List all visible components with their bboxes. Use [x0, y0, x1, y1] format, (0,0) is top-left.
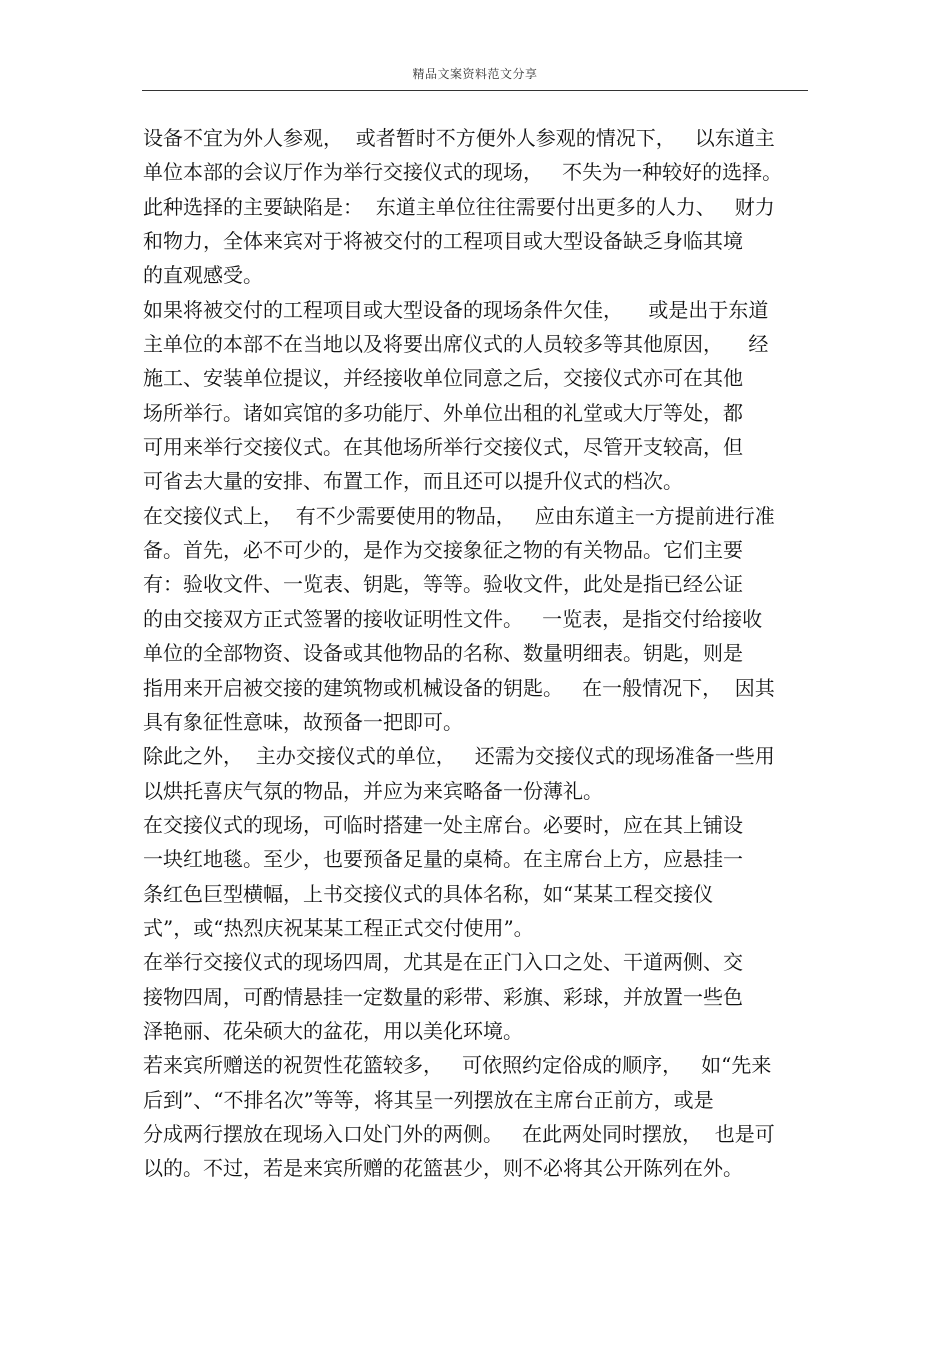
text-line: 单位本部的会议厅作为举行交接仪式的现场， 不失为一种较好的选择。: [143, 160, 783, 185]
text-line: 以烘托喜庆气氛的物品，并应为来宾略备一份薄礼。: [143, 778, 603, 803]
text-line: 主单位的本部不在当地以及将要出席仪式的人员较多等其他原因， 经: [143, 332, 769, 357]
text-line: 在交接仪式的现场，可临时搭建一处主席台。必要时，应在其上铺设: [143, 812, 743, 837]
text-line: 在举行交接仪式的现场四周，尤其是在正门入口之处、干道两侧、交: [143, 950, 743, 975]
text-line: 条红色巨型横幅，上书交接仪式的具体名称，如“某某工程交接仪: [143, 881, 714, 906]
text-line: 一块红地毯。至少，也要预备足量的桌椅。在主席台上方，应悬挂一: [143, 847, 743, 872]
text-line: 场所举行。诸如宾馆的多功能厅、外单位出租的礼堂或大厅等处，都: [143, 400, 743, 425]
text-line: 除此之外， 主办交接仪式的单位， 还需为交接仪式的现场准备一些用: [143, 744, 775, 769]
text-line: 如果将被交付的工程项目或大型设备的现场条件欠佳， 或是出于东道: [143, 297, 769, 322]
text-line: 施工、安装单位提议，并经接收单位同意之后，交接仪式亦可在其他: [143, 366, 743, 391]
text-line: 可用来举行交接仪式。在其他场所举行交接仪式，尽管开支较高，但: [143, 435, 743, 460]
text-line: 分成两行摆放在现场入口处门外的两侧。 在此两处同时摆放， 也是可: [143, 1121, 775, 1146]
document-body: [143, 121, 811, 1186]
text-line: 式”，或“热烈庆祝某某工程正式交付使用”。: [143, 915, 534, 940]
text-line: 备。首先，必不可少的，是作为交接象征之物的有关物品。它们主要: [143, 538, 743, 563]
text-line: 有：验收文件、一览表、钥匙，等等。验收文件，此处是指已经公证: [143, 572, 743, 597]
text-line: 的由交接双方正式签署的接收证明性文件。 一览表，是指交付给接收: [143, 606, 763, 631]
text-line: 泽艳丽、花朵硕大的盆花，用以美化环境。: [143, 1018, 523, 1043]
text-line: 指用来开启被交接的建筑物或机械设备的钥匙。 在一般情况下， 因其: [143, 675, 775, 700]
page-header: [142, 62, 808, 91]
text-line: 接物四周，可酌情悬挂一定数量的彩带、彩旗、彩球，并放置一些色: [143, 984, 743, 1009]
text-line: 若来宾所赠送的祝贺性花篮较多， 可依照约定俗成的顺序， 如“先来: [143, 1053, 772, 1078]
text-line: 以的。不过，若是来宾所赠的花篮甚少，则不必将其公开陈列在外。: [143, 1156, 743, 1181]
text-line: 此种选择的主要缺陷是： 东道主单位往往需要付出更多的人力、 财力: [143, 194, 775, 219]
header-title: 精品文案资料范文分享: [412, 67, 538, 81]
text-line: 设备不宜为外人参观， 或者暂时不方便外人参观的情况下， 以东道主: [143, 126, 775, 150]
text-line: 可省去大量的安排、布置工作，而且还可以提升仪式的档次。: [143, 469, 683, 494]
text-line: 在交接仪式上， 有不少需要使用的物品， 应由东道主一方提前进行准: [143, 503, 775, 528]
text-line: 单位的全部物资、设备或其他物品的名称、数量明细表。钥匙，则是: [143, 641, 743, 666]
text-line: 和物力，全体来宾对于将被交付的工程项目或大型设备缺乏身临其境: [143, 229, 743, 254]
text-line: 具有象征性意味，故预备一把即可。: [143, 709, 463, 734]
text-line: 的直观感受。: [143, 263, 263, 288]
text-line: 后到”、“不排名次”等等，将其呈一列摆放在主席台正前方，或是: [143, 1087, 714, 1112]
